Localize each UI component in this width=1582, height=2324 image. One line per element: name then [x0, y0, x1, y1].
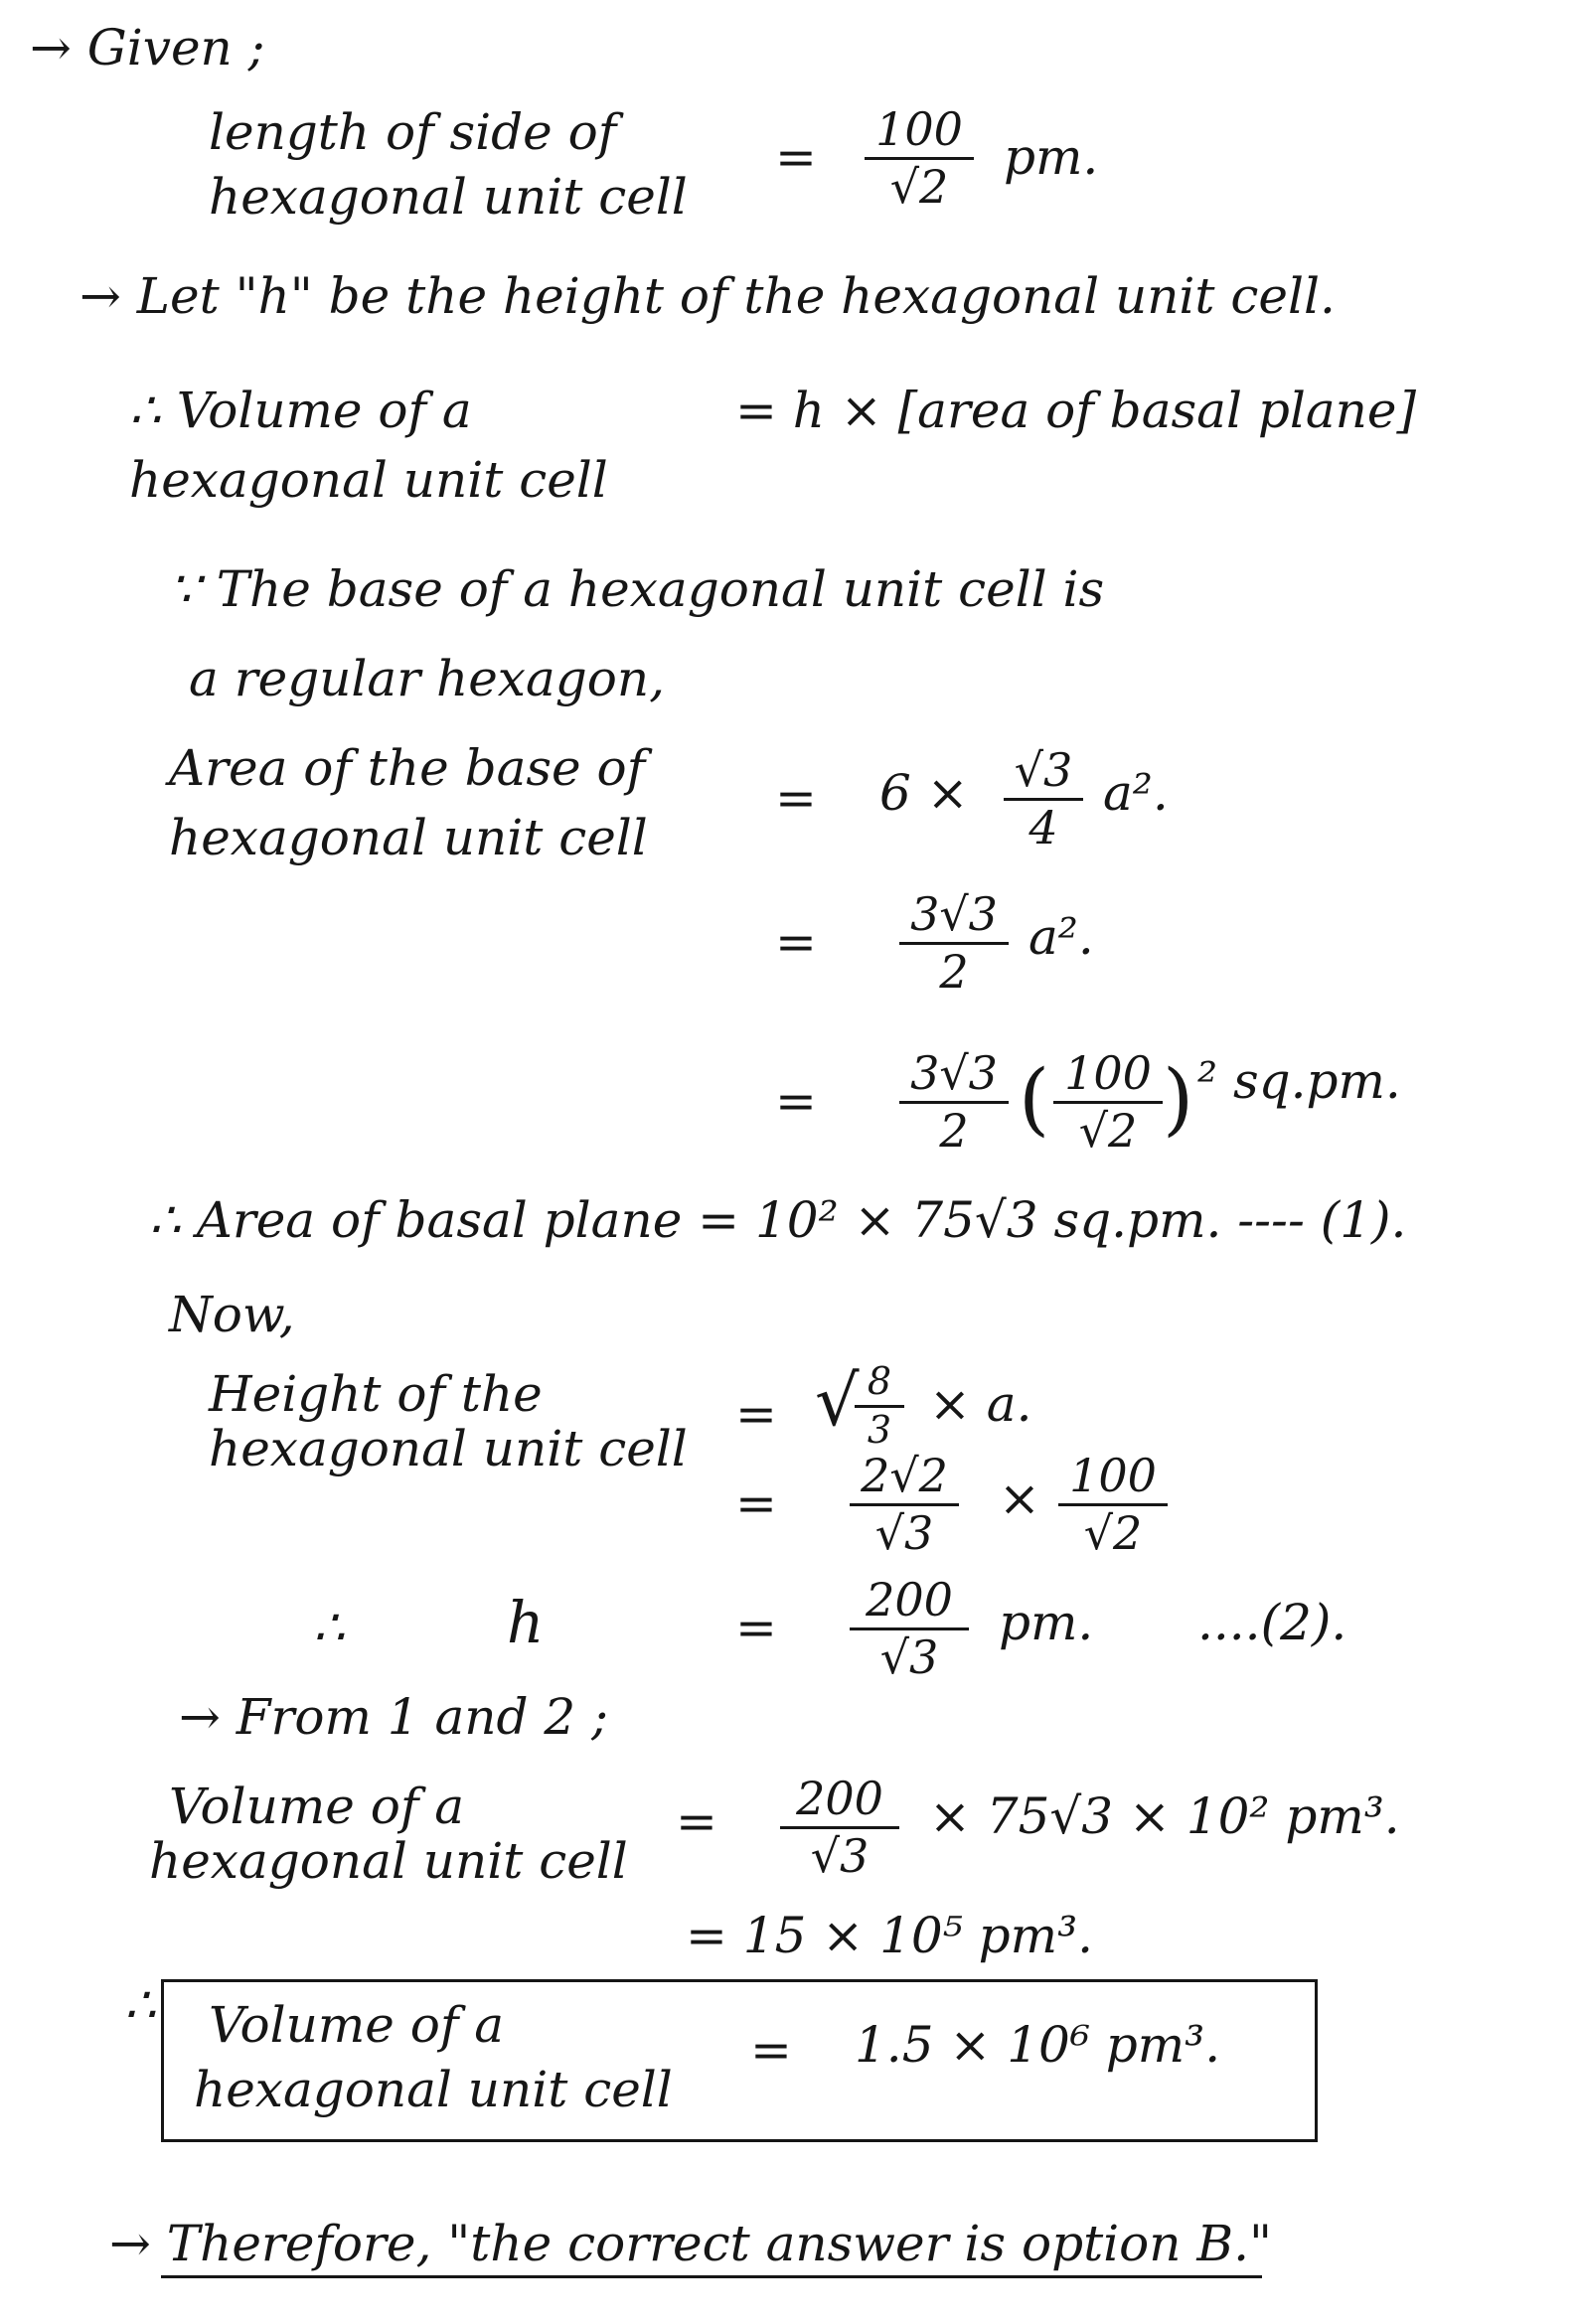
given-heading: → Given ;: [30, 19, 265, 77]
height-step3-unit: pm.: [999, 1594, 1094, 1651]
base-statement-line-2: a regular hexagon,: [189, 650, 666, 707]
h-therefore-symbol: ∴: [313, 1599, 345, 1656]
final-value: 1.5 × 10⁶ pm³.: [855, 2016, 1221, 2074]
volume-calc-numerator: 200: [796, 1772, 883, 1825]
area-result: ∴ Area of basal plane = 10² × 75√3 sq.pm. ---- (1).: [149, 1191, 1407, 1249]
height-step2-fraction: [850, 1451, 959, 1558]
height-step3-fraction: [850, 1575, 969, 1682]
conclusion: → Therefore, "the correct answer is option B.": [109, 2215, 1272, 2272]
area-equals-3: =: [775, 1072, 817, 1130]
height-label-1: Height of the: [209, 1365, 543, 1423]
volume-calc-equals: =: [676, 1792, 717, 1850]
now-label: Now,: [169, 1286, 295, 1343]
volume-def-label-1: ∴ Volume of a: [129, 382, 472, 439]
height-step1-sqrt: √: [815, 1360, 860, 1442]
final-label-1: Volume of a: [209, 1996, 505, 2054]
height-step2-fraction-2: [1058, 1451, 1168, 1558]
area-step3-open-paren: (: [1019, 1052, 1050, 1145]
final-therefore: ∴: [124, 1976, 156, 2034]
height-equals-3: =: [735, 1599, 777, 1656]
final-label-2: hexagonal unit cell: [194, 2061, 673, 2118]
height-step3-numerator: 200: [866, 1573, 953, 1627]
let-h-statement: → Let "h" be the height of the hexagonal unit cell.: [79, 267, 1336, 325]
height-step2-times: ×: [999, 1470, 1040, 1527]
area-step2-fraction: [899, 889, 1009, 997]
height-step2-numerator-2: 100: [1069, 1449, 1157, 1502]
area-step3-paren-denominator: √2: [1078, 1103, 1138, 1158]
area-equals-1: =: [775, 769, 817, 827]
height-label-2: hexagonal unit cell: [209, 1420, 688, 1477]
side-unit: pm.: [1004, 128, 1099, 186]
area-step2-suffix: a².: [1028, 908, 1094, 966]
area-step1-prefix: 6 ×: [879, 764, 969, 822]
area-step3-fraction: [899, 1048, 1009, 1156]
area-step3-suffix: ² sq.pm.: [1197, 1052, 1401, 1110]
volume-calc-label-2: hexagonal unit cell: [149, 1832, 628, 1890]
height-step1-denominator: 3: [867, 1407, 892, 1452]
height-step2-numerator: 2√2: [861, 1449, 948, 1502]
side-equals: =: [775, 128, 817, 186]
height-step1-suffix: × a.: [929, 1375, 1032, 1433]
height-step1-numerator: 8: [867, 1359, 892, 1403]
side-label-line-2: hexagonal unit cell: [209, 168, 688, 226]
height-step3-ref: ....(2).: [1197, 1594, 1347, 1651]
area-step3-numerator: 3√3: [910, 1046, 998, 1100]
conclusion-underline: [161, 2275, 1262, 2278]
volume-calc-step2: = 15 × 10⁵ pm³.: [686, 1907, 1094, 1964]
area-step2-denominator: 2: [939, 944, 969, 999]
area-step1-numerator: √3: [1014, 743, 1073, 797]
area-step3-paren-fraction: [1053, 1048, 1163, 1156]
side-label-line-1: length of side of: [209, 103, 617, 161]
area-step3-paren-numerator: 100: [1064, 1046, 1152, 1100]
side-fraction: [865, 104, 974, 212]
height-step1-fraction: [855, 1361, 904, 1452]
h-symbol: h: [507, 1589, 545, 1656]
area-step1-fraction: [1004, 745, 1083, 852]
height-equals-1: =: [735, 1385, 777, 1443]
side-denominator: √2: [889, 159, 949, 214]
area-step2-numerator: 3√3: [910, 887, 998, 941]
volume-calc-rhs: × 75√3 × 10² pm³.: [929, 1787, 1400, 1845]
volume-calc-denominator: √3: [810, 1828, 870, 1883]
final-equals: =: [750, 2021, 792, 2079]
height-step2-denominator-2: √2: [1083, 1505, 1143, 1560]
base-statement-line-1: ∵ The base of a hexagonal unit cell is: [169, 560, 1105, 618]
volume-calc-fraction: [780, 1774, 899, 1881]
side-numerator: 100: [875, 102, 963, 156]
area-step1-suffix: a².: [1103, 764, 1169, 822]
volume-def-rhs: = h × [area of basal plane]: [735, 382, 1416, 439]
volume-calc-label-1: Volume of a: [169, 1778, 465, 1835]
area-label-2: hexagonal unit cell: [169, 809, 648, 866]
area-step3-close-paren: ): [1163, 1052, 1194, 1145]
area-step1-denominator: 4: [1028, 800, 1058, 854]
height-equals-2: =: [735, 1474, 777, 1532]
from-1-and-2: → From 1 and 2 ;: [179, 1688, 608, 1746]
area-equals-2: =: [775, 913, 817, 971]
volume-def-label-2: hexagonal unit cell: [129, 451, 608, 509]
height-step3-denominator: √3: [879, 1629, 939, 1684]
area-step3-denominator: 2: [939, 1103, 969, 1158]
height-step2-denominator: √3: [874, 1505, 934, 1560]
area-label-1: Area of the base of: [169, 739, 646, 797]
